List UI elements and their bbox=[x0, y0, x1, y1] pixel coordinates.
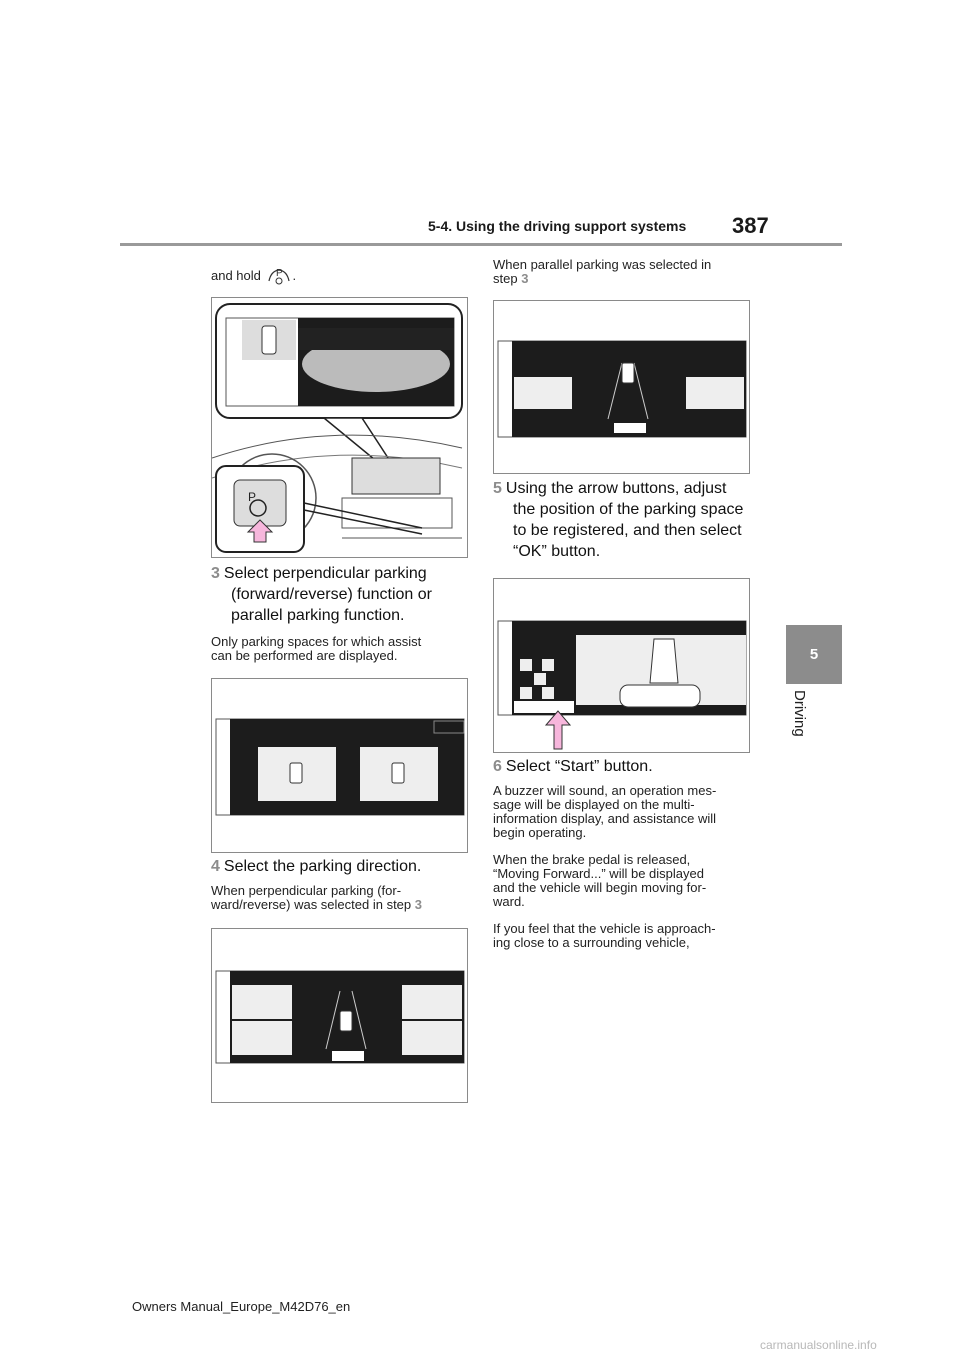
svg-text:P: P bbox=[275, 268, 283, 279]
figure-parallel-direction bbox=[493, 300, 750, 474]
step3-note: Only parking spaces for which assist can be performed are displayed. bbox=[211, 634, 422, 663]
paragraph-buzzer: A buzzer will sound, an operation mes- sage will be displayed on the multi- information display, and assistance will begin operating. bbox=[493, 783, 717, 840]
paragraph-approaching: If you feel that the vehicle is approach- ing close to a surrounding vehicle, bbox=[493, 921, 716, 950]
figure-direction-select bbox=[211, 928, 468, 1103]
figure-function-select bbox=[211, 678, 468, 853]
intro-text: and hold bbox=[211, 267, 261, 283]
chapter-tab[interactable] bbox=[786, 625, 842, 684]
parking-assist-icon bbox=[267, 265, 291, 288]
figure-adjust-position bbox=[493, 578, 750, 753]
header-divider bbox=[120, 243, 842, 246]
intro-line: and hold P . bbox=[211, 265, 296, 288]
manual-id: Owners Manual_Europe_M42D76_en bbox=[132, 1299, 351, 1314]
chapter-label: Driving bbox=[791, 690, 808, 737]
chapter-number: 5 bbox=[809, 646, 819, 663]
parallel-note: When parallel parking was selected in step 3 bbox=[493, 257, 712, 286]
step-5: 5 Using the arrow buttons, adjust the position of the parking space to be registered, and then select “OK” button. bbox=[493, 480, 744, 560]
section-title: 5-4. Using the driving support systems bbox=[428, 218, 687, 234]
step4-note: When perpendicular parking (for- ward/reverse) was selected in step 3 bbox=[211, 883, 423, 912]
step-number: 4 bbox=[211, 858, 220, 875]
page-number: 387 bbox=[732, 213, 769, 238]
step-6: 6 Select “Start” button. bbox=[493, 758, 653, 775]
step-number: 5 bbox=[493, 480, 502, 497]
step-number: 3 bbox=[211, 565, 220, 582]
step-3: 3 Select perpendicular parking (forward/reverse) function or parallel parking function. bbox=[211, 565, 432, 624]
watermark: carmanualsonline.info bbox=[760, 1338, 877, 1352]
svg-text:P: P bbox=[248, 490, 257, 504]
paragraph-brake: When the brake pedal is released, “Moving Forward...” will be displayed and the vehicle will begin moving for- ward. bbox=[493, 852, 707, 909]
step-4: 4 Select the parking direction. bbox=[211, 858, 422, 875]
step-number: 6 bbox=[493, 758, 502, 775]
figure-cockpit bbox=[211, 297, 468, 558]
